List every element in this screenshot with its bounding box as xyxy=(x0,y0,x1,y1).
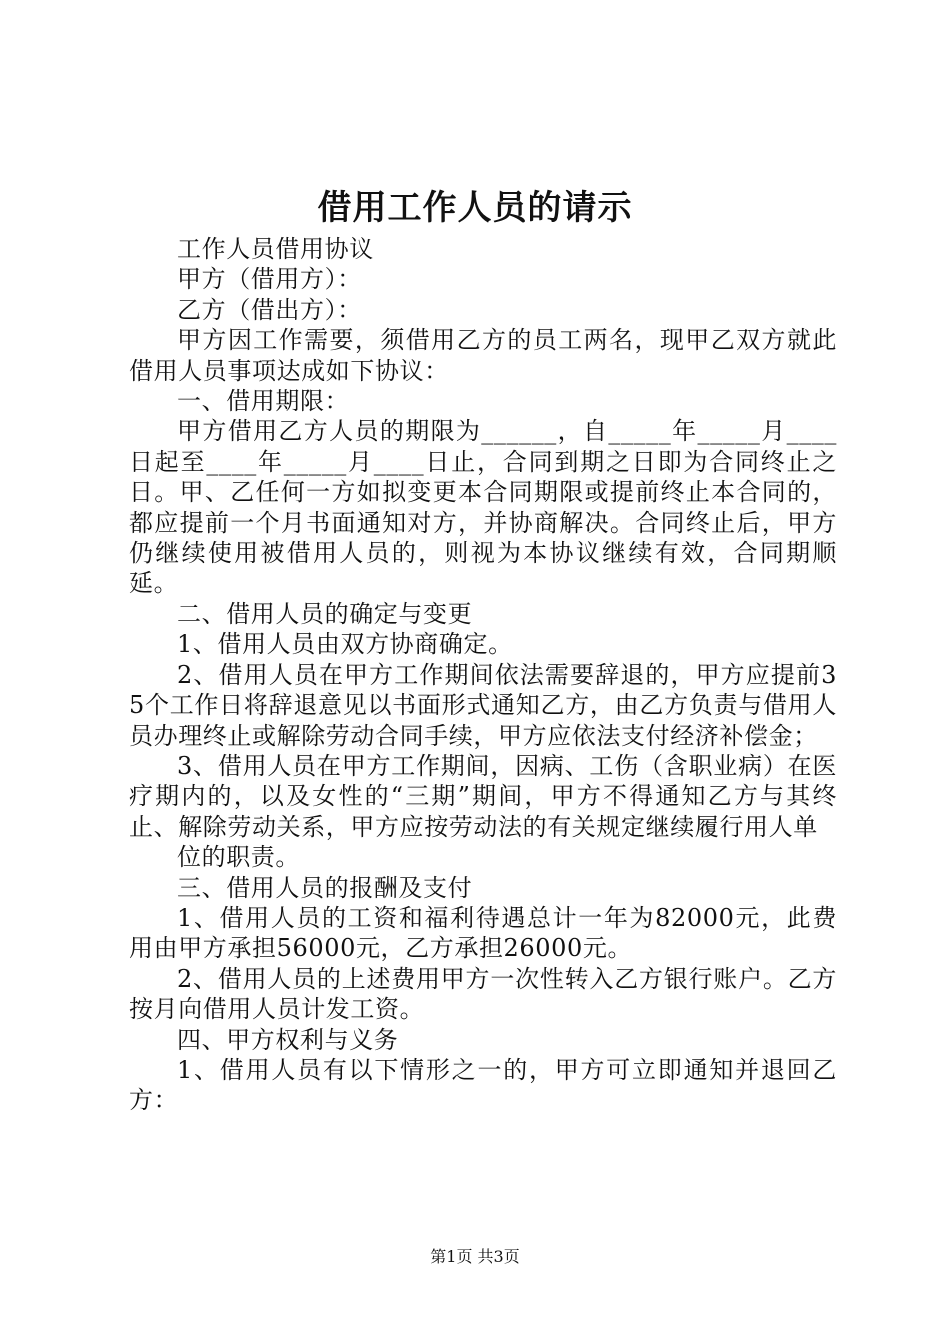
paragraph-rights-1: 1、借用人员有以下情形之一的，甲方可立即通知并退回乙方： xyxy=(129,1055,837,1115)
paragraph-intro: 甲方因工作需要，须借用乙方的员工两名，现甲乙双方就此借用人员事项达成如下协议： xyxy=(129,326,837,385)
page-footer: 第1页 共3页 xyxy=(430,1247,520,1266)
section-heading-payment: 三、借用人员的报酬及支付 xyxy=(177,873,473,902)
paragraph-party-b: 乙方（借出方）： xyxy=(177,295,362,324)
section-heading-personnel: 二、借用人员的确定与变更 xyxy=(177,599,473,628)
section-heading-rights: 四、甲方权利与义务 xyxy=(177,1025,399,1054)
document-body xyxy=(129,234,837,1116)
paragraph-agreement-heading: 工作人员借用协议 xyxy=(177,235,374,263)
paragraph-personnel-1: 1、借用人员由双方协商确定。 xyxy=(177,630,513,659)
paragraph-personnel-3-continued: 位的职责。 xyxy=(177,843,300,872)
paragraph-payment-1: 1、借用人员的工资和福利待遇总计一年为82000元，此费用由甲方承担56000元，乙方承担26000元。 xyxy=(129,903,837,963)
paragraph-term: 甲方借用乙方人员的期限为______，自_____年_____月____日起至____年_____月____日止，合同到期之日即为合同终止之日。甲、乙任何一方如拟变更本合同期限或提前终止本合同的，都应提前一个月书面通知对方，并协商解决。合同终止后，甲方仍继续使用被借用人员的，则视为本协议继续有效，合同期顺延。 xyxy=(129,417,837,598)
paragraph-payment-2: 2、借用人员的上述费用甲方一次性转入乙方银行账户。乙方按月向借用人员计发工资。 xyxy=(129,964,837,1024)
paragraph-personnel-2: 2、借用人员在甲方工作期间依法需要辞退的，甲方应提前35个工作日将辞退意见以书面形式通知乙方，由乙方负责与借用人员办理终止或解除劳动合同手续，甲方应依法支付经济补偿金； xyxy=(129,660,837,750)
document-title: 借用工作人员的请示 xyxy=(317,188,633,228)
section-heading-term: 一、借用期限： xyxy=(177,387,350,416)
paragraph-personnel-3: 3、借用人员在甲方工作期间，因病、工伤（含职业病）在医疗期内的，以及女性的“三期”期间，甲方不得通知乙方与其终止、解除劳动关系，甲方应按劳动法的有关规定继续履行用人单 xyxy=(129,751,837,841)
paragraph-party-a: 甲方（借用方）： xyxy=(177,265,362,294)
